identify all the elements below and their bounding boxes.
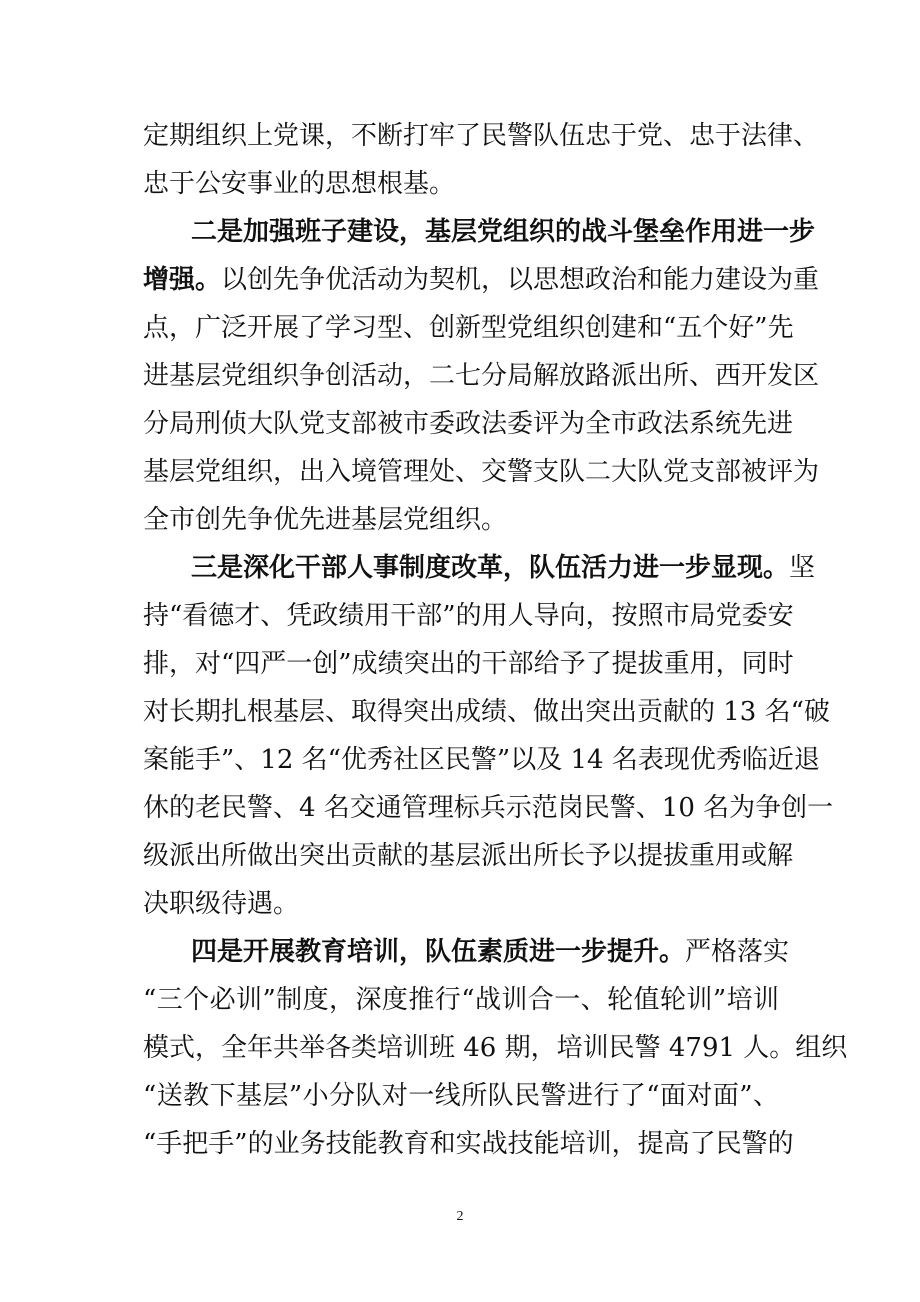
paragraph-heading-line [143, 932, 790, 972]
page-number: 2 [456, 1209, 464, 1224]
line-text: 基层党组织，出入境管理处、交警支队二大队党支部被评为 [143, 457, 820, 487]
paragraph-heading: 四是开展教育培训，队伍素质进一步提升。 [191, 937, 686, 967]
text-line [143, 452, 820, 492]
text-line [143, 356, 820, 396]
paragraph-heading-line [143, 548, 816, 588]
line-text: 模式，全年共举各类培训班 46 期，培训民警 4791 人。组织 [143, 1033, 848, 1063]
line-text: 点，广泛开展了学习型、创新型党组织创建和“五个好”先 [143, 313, 794, 343]
line-text: 全市创先争优先进基层党组织。 [143, 505, 508, 535]
line-text: “三个必训”制度，深度推行“战训合一、轮值轮训”培训 [143, 985, 779, 1015]
text-line [143, 980, 779, 1020]
line-text: 级派出所做出突出贡献的基层派出所长予以提拔重用或解 [143, 841, 794, 871]
text-line [143, 116, 820, 156]
text-line [143, 692, 830, 732]
line-text: 定期组织上党课，不断打牢了民警队伍忠于党、忠于法律、 [143, 121, 820, 151]
text-line [143, 644, 794, 684]
line-text: 坚 [789, 553, 816, 583]
line-text: 排，对“四严一创”成绩突出的干部给予了提拔重用，同时 [143, 649, 794, 679]
line-text: 以创先争优活动为契机，以思想政治和能力建设为重 [221, 265, 820, 295]
line-text: “送教下基层”小分队对一线所队民警进行了“面对面”、 [143, 1081, 779, 1111]
line-text: 对长期扎根基层、取得突出成绩、做出突出贡献的 13 名“破 [143, 697, 830, 727]
text-line [143, 740, 820, 780]
paragraph-heading: 二是加强班子建设，基层党组织的战斗堡垒作用进一步 [191, 217, 816, 247]
line-text: “手把手”的业务技能教育和实战技能培训，提高了民警的 [143, 1129, 794, 1159]
text-line [143, 164, 779, 204]
line-text: 持“看德才、凭政绩用干部”的用人导向，按照市局党委安 [143, 601, 794, 631]
text-line [143, 1028, 848, 1068]
text-line [143, 260, 820, 300]
text-line [143, 1076, 779, 1116]
text-line [143, 884, 779, 924]
paragraph-heading: 三是深化干部人事制度改革，队伍活力进一步显现。 [191, 553, 790, 583]
line-text: 休的老民警、4 名交通管理标兵示范岗民警、10 名为争创一 [143, 793, 834, 823]
paragraph-heading: 增强。 [143, 265, 222, 295]
text-line [143, 788, 834, 828]
line-text: 进基层党组织争创活动，二七分局解放路派出所、西开发区 [143, 361, 820, 391]
text-line [143, 596, 794, 636]
line-text: 分局刑侦大队党支部被市委政法委评为全市政法系统先进 [143, 409, 794, 439]
line-text: 严格落实 [685, 937, 790, 967]
line-text: 忠于公安事业的思想根基。 [143, 169, 456, 199]
text-line [143, 836, 794, 876]
text-line [143, 1124, 794, 1164]
line-text: 决职级待遇。 [143, 889, 300, 919]
text-line [143, 308, 794, 348]
text-line [143, 500, 779, 540]
line-text: 案能手”、12 名“优秀社区民警”以及 14 名表现优秀临近退 [143, 745, 820, 775]
paragraph-heading-line [143, 212, 816, 252]
text-line [143, 404, 794, 444]
